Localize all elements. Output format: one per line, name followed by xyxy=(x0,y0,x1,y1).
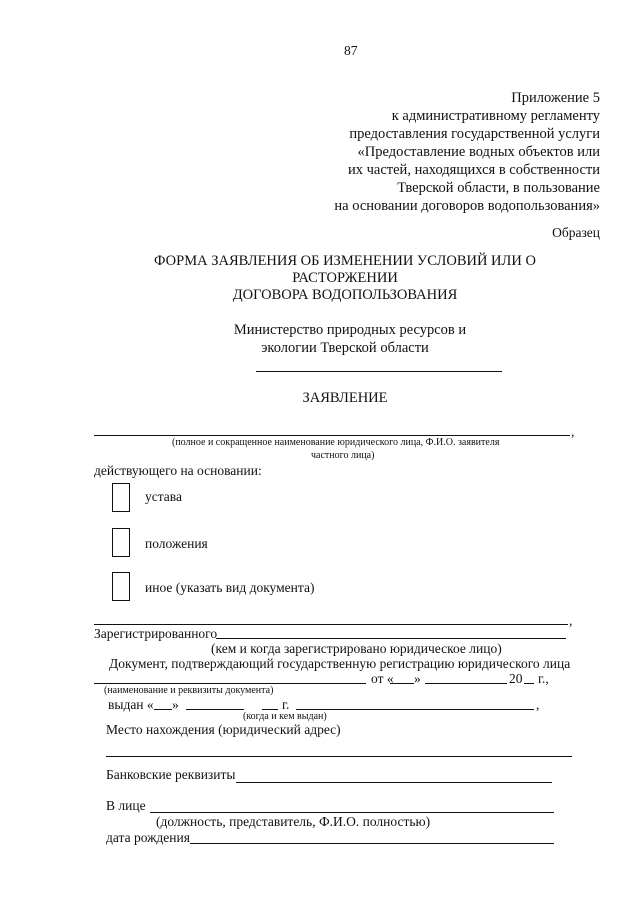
appendix-line: на основании договоров водопользования» xyxy=(334,198,600,214)
registration-doc-hint: (наименование и реквизиты документа) xyxy=(104,685,274,696)
issued-hint: (когда и кем выдан) xyxy=(243,711,327,722)
registration-doc-field[interactable] xyxy=(94,683,366,684)
person-hint: (должность, представитель, Ф.И.О. полностью) xyxy=(156,814,431,829)
form-title-line1: ФОРМА ЗАЯВЛЕНИЯ ОБ ИЗМЕНЕНИИ УСЛОВИЙ ИЛИ О xyxy=(154,253,536,269)
registration-doc-label: Документ, подтверждающий государственную регистрацию юридического лица xyxy=(109,656,571,671)
bank-field[interactable] xyxy=(236,782,552,783)
sample-label: Образец xyxy=(552,225,600,240)
appendix-line: к административному регламенту xyxy=(391,108,600,124)
from-year-field[interactable] xyxy=(524,683,534,684)
statement-title: ЗАЯВЛЕНИЕ xyxy=(302,390,388,406)
basis-checkbox-charter[interactable] xyxy=(112,483,130,512)
ministry-line1: Министерство природных ресурсов и xyxy=(233,322,467,338)
birth-date-field[interactable] xyxy=(190,843,554,844)
issued-year-suffix: г. xyxy=(282,697,290,712)
year-prefix: 20 xyxy=(509,671,523,686)
basis-label: действующего на основании: xyxy=(94,463,262,478)
issued-day-field[interactable] xyxy=(154,709,172,710)
ministry-line2: экологии Тверской области xyxy=(261,340,429,356)
issued-prefix: выдан « xyxy=(108,697,154,712)
applicant-hint-line1: (полное и сокращенное наименование юридического лица, Ф.И.О. заявителя xyxy=(172,437,500,448)
other-document-comma: , xyxy=(569,613,573,628)
person-field[interactable] xyxy=(150,812,554,813)
issued-by-field[interactable] xyxy=(296,709,534,710)
other-document-field[interactable] xyxy=(94,624,568,625)
issued-month-field[interactable] xyxy=(186,709,244,710)
issued-comma: , xyxy=(536,697,540,712)
issued-quote-close: » xyxy=(172,697,179,712)
page-number: 87 xyxy=(344,43,358,58)
from-day-field[interactable] xyxy=(390,683,414,684)
ministry-signature-line xyxy=(256,371,502,372)
appendix-line: Тверской области, в пользование xyxy=(397,180,600,196)
basis-checkbox-other[interactable] xyxy=(112,572,130,601)
basis-option-regulation: положения xyxy=(145,536,208,551)
form-title-line2: РАСТОРЖЕНИИ xyxy=(292,270,398,286)
basis-option-other: иное (указать вид документа) xyxy=(145,580,315,595)
appendix-line: их частей, находящихся в собственности xyxy=(347,162,600,178)
form-title-line3: ДОГОВОРА ВОДОПОЛЬЗОВАНИЯ xyxy=(232,287,458,303)
basis-option-charter: устава xyxy=(145,489,182,504)
appendix-line: «Предоставление водных объектов или xyxy=(357,144,600,160)
address-label: Место нахождения (юридический адрес) xyxy=(106,722,341,737)
applicant-name-field[interactable] xyxy=(94,435,570,436)
applicant-comma: , xyxy=(571,424,575,439)
appendix-line: предоставления государственной услуги xyxy=(349,126,600,142)
applicant-hint-line2: частного лица) xyxy=(311,450,375,461)
from-prefix: от « xyxy=(371,671,394,686)
appendix-line: Приложение 5 xyxy=(511,90,600,106)
from-month-field[interactable] xyxy=(425,683,507,684)
birth-label: дата рождения xyxy=(106,830,190,845)
basis-checkbox-regulation[interactable] xyxy=(112,528,130,557)
bank-label: Банковские реквизиты xyxy=(106,767,236,782)
issued-year-field[interactable] xyxy=(262,709,278,710)
from-quote-close: » xyxy=(414,671,421,686)
address-field[interactable] xyxy=(106,756,572,757)
person-label: В лице xyxy=(106,798,146,813)
registration-label: Зарегистрированного xyxy=(94,626,218,641)
registration-field[interactable] xyxy=(216,638,566,639)
year-suffix: г., xyxy=(538,671,549,686)
registration-hint: (кем и когда зарегистрировано юридическое лицо) xyxy=(211,641,502,656)
